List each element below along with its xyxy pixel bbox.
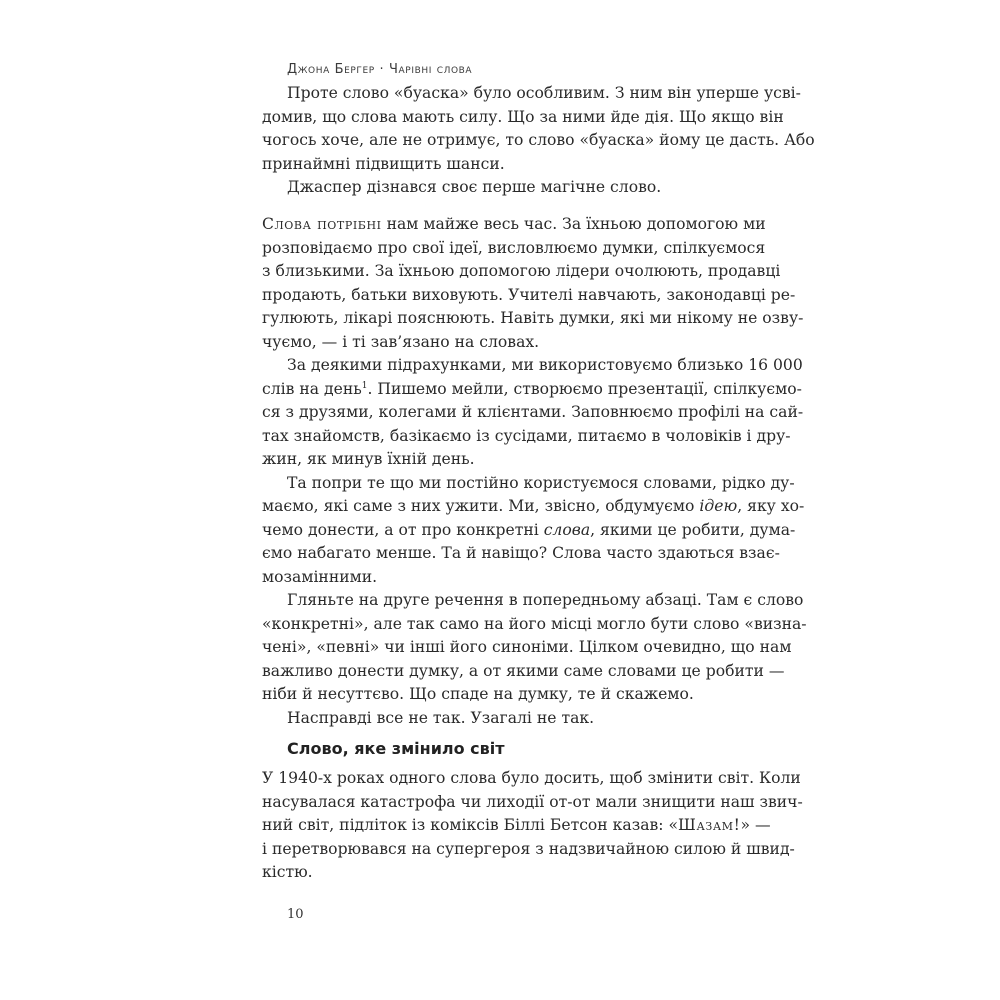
text-span: . Пишемо мейли, створюємо презентації, спілкуємо- [367, 379, 802, 398]
text-line [262, 378, 802, 402]
text-line: У 1940-х роках одного слова було досить, щоб змінити світ. Коли [262, 769, 801, 787]
text-line: «конкретні», але так само на його місці могло бути слово «визна- [262, 614, 807, 633]
text-span: чемо донести, а от про конкретні [262, 520, 544, 539]
text-span: нам майже весь час. За їхньою допомогою ми [381, 215, 766, 233]
running-head: Джона Бергер · Чарівні слова [287, 62, 473, 77]
lead-smallcaps: Слова потрібні [262, 215, 382, 233]
text-line: і перетворювався на супергероя з надзвичайною силою й швид- [262, 839, 795, 858]
text-line: продають, батьки виховують. Учителі навчають, законодавці ре- [262, 285, 796, 304]
text-span: » — [740, 816, 771, 834]
footnote-mark: 1 [361, 380, 368, 391]
text-line [262, 495, 805, 519]
text-span: слів на день [262, 379, 362, 398]
text-line [262, 213, 766, 237]
section-words-needed [262, 213, 807, 730]
text-line: розповідаємо про свої ідеї, висловлюємо думки, спілкуємося [262, 238, 766, 257]
text-line: принаймні підвищить шанси. [262, 154, 505, 173]
page-number: 10 [287, 907, 304, 922]
text-line: ніби й несуттєво. Що спаде на думку, те й скажемо. [262, 685, 694, 703]
text-line: важливо донести думку, а от якими саме словами це робити — [262, 661, 785, 680]
text-span: ний світ, підліток із коміксів Біллі Бетсон казав: « [262, 816, 679, 834]
text-line [262, 519, 796, 543]
text-line: мозамінними. [262, 567, 378, 586]
text-span: , яку хо- [737, 497, 805, 515]
text-line: ся з друзями, колегами й клієнтами. Заповнюємо профілі на сай- [262, 403, 804, 421]
section-word-changed-world [262, 767, 803, 885]
text-line: гулюють, лікарі пояснюють. Навіть думки, які ми нікому не озву- [262, 309, 804, 327]
text-line: насувалася катастрофа чи лиходії от-от мали знищити наш звич- [262, 792, 803, 811]
italic-word: ідею [699, 497, 738, 515]
text-line: чені», «певні» чи інші його синоніми. Цілком очевидно, що нам [262, 638, 792, 656]
text-line: Та попри те що ми постійно користуємося словами, рідко ду- [287, 473, 795, 492]
text-line: Насправді все не так. Узагалі не так. [287, 708, 595, 727]
text-line: кістю. [262, 863, 313, 881]
text-line: з близькими. За їхньою допомогою лідери очолюють, продавці [262, 262, 781, 280]
text-line: Гляньте на друге речення в попередньому абзаці. Там є слово [287, 591, 804, 609]
text-line: чогось хоче, але не отримує, то слово «буаска» йому це дасть. Або [262, 131, 815, 149]
text-line: Проте слово «буаска» було особливим. З ним він уперше усві- [287, 84, 801, 102]
italic-word: слова [543, 520, 591, 539]
text-line: домив, що слова мають силу. Що за ними йде дія. Що якщо він [262, 107, 784, 126]
text-line: За деякими підрахунками, ми використовуємо близько 16 000 [287, 356, 803, 374]
text-line: жин, як минув їхній день. [262, 450, 475, 468]
text-line: Джаспер дізнався своє перше магічне слово. [287, 178, 662, 196]
text-line: чуємо, — і ті зав’язано на словах. [262, 332, 540, 351]
text-line: тах знайомств, базікаємо із сусідами, питаємо в чоловіків і дру- [262, 426, 791, 445]
text-line: ємо набагато менше. Та й навіщо? Слова часто здаються взає- [262, 544, 780, 562]
intro-paragraph [262, 82, 815, 200]
shazam-word: Шазам! [678, 816, 741, 834]
text-line [262, 814, 771, 838]
text-span: маємо, які саме з них ужити. Ми, звісно, обдумуємо [262, 497, 700, 515]
section-heading: Слово, яке змінило світ [287, 739, 505, 758]
text-span: , якими це робити, дума- [590, 520, 796, 539]
